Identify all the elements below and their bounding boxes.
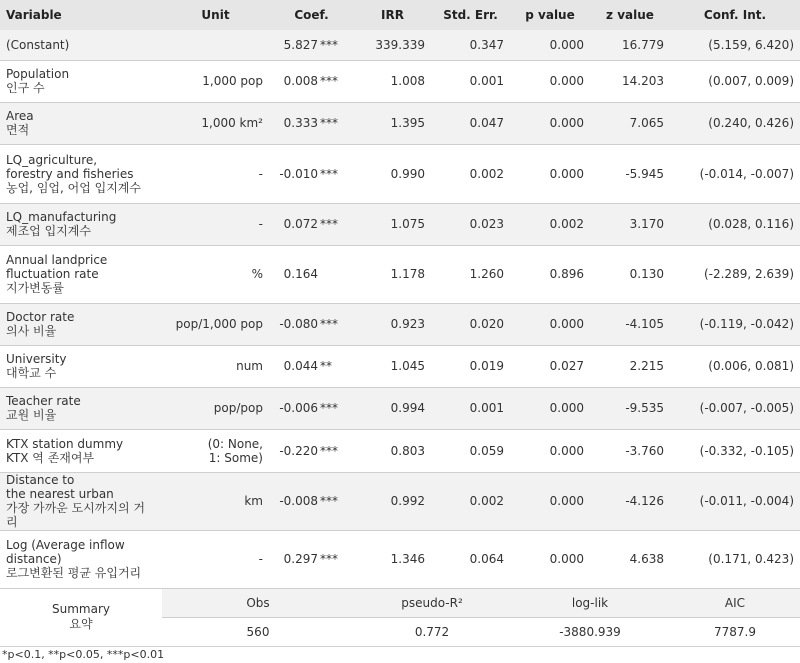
- p-value-cell: 0.002: [510, 203, 590, 245]
- irr-cell: 339.339: [354, 30, 431, 60]
- z-value-cell: 7.065: [590, 102, 670, 144]
- variable-label-line: Log (Average inflow: [6, 538, 125, 552]
- significance-stars: ***: [320, 217, 338, 231]
- significance-stars: ***: [320, 37, 338, 52]
- header-p-value: p value: [510, 0, 590, 30]
- p-value-cell: 0.000: [510, 30, 590, 60]
- irr-cell: 1.346: [354, 530, 431, 588]
- irr-cell: 0.803: [354, 429, 431, 472]
- p-value-cell: 0.027: [510, 345, 590, 387]
- header-coef: Coef.: [269, 0, 354, 30]
- std-err-cell: 0.047: [431, 102, 510, 144]
- table-row: [0, 60, 800, 102]
- variable-label-line: Distance to: [6, 473, 75, 487]
- variable-label-line: Annual landprice: [6, 253, 108, 267]
- significance-stars: ***: [320, 552, 338, 566]
- irr-cell: 0.992: [354, 472, 431, 530]
- conf-int-cell: (0.006, 0.081): [670, 345, 800, 387]
- significance-stars: ***: [320, 74, 338, 88]
- variable-label-line: 제조업 입지계수: [6, 224, 91, 238]
- coef-cell: [269, 530, 354, 588]
- unit-cell: [162, 30, 269, 60]
- p-value-cell: 0.000: [510, 530, 590, 588]
- z-value-cell: 0.130: [590, 245, 670, 303]
- p-value-cell: 0.000: [510, 60, 590, 102]
- unit-cell: -: [162, 203, 269, 245]
- variable-label-line: KTX station dummy: [6, 436, 124, 451]
- summary-value-pseudo-r2: 0.772: [354, 617, 510, 646]
- variable-cell: [0, 530, 162, 588]
- summary-label: [0, 588, 162, 646]
- std-err-cell: 1.260: [431, 245, 510, 303]
- coef-cell: [269, 30, 354, 60]
- variable-cell: [0, 30, 162, 60]
- p-value-cell: 0.000: [510, 303, 590, 345]
- variable-label-line: KTX 역 존재여부: [6, 450, 95, 465]
- irr-cell: 1.008: [354, 60, 431, 102]
- table-row: [0, 387, 800, 429]
- unit-cell: pop/1,000 pop: [162, 303, 269, 345]
- irr-cell: 1.178: [354, 245, 431, 303]
- summary-header-pseudo-r2: pseudo-R²: [354, 588, 510, 617]
- p-value-cell: 0.000: [510, 144, 590, 203]
- irr-cell: 1.045: [354, 345, 431, 387]
- z-value-cell: 14.203: [590, 60, 670, 102]
- table-row: [0, 472, 800, 530]
- z-value-cell: -9.535: [590, 387, 670, 429]
- std-err-cell: 0.059: [431, 429, 510, 472]
- variable-cell: [0, 144, 162, 203]
- variable-cell: [0, 303, 162, 345]
- conf-int-cell: (0.171, 0.423): [670, 530, 800, 588]
- table-row: [0, 30, 800, 60]
- z-value-cell: -4.105: [590, 303, 670, 345]
- coef-value: 0.072: [283, 217, 318, 231]
- summary-value-aic: 7787.9: [670, 617, 800, 646]
- coef-value: 0.044: [283, 359, 318, 373]
- std-err-cell: 0.020: [431, 303, 510, 345]
- variable-cell: [0, 345, 162, 387]
- coef-value: -0.080: [279, 317, 318, 331]
- coef-cell: [269, 203, 354, 245]
- table-row: [0, 144, 800, 203]
- irr-cell: 0.923: [354, 303, 431, 345]
- header-std-err: Std. Err.: [431, 0, 510, 30]
- conf-int-cell: (-2.289, 2.639): [670, 245, 800, 303]
- z-value-cell: 3.170: [590, 203, 670, 245]
- variable-label-line: LQ_manufacturing: [6, 210, 117, 224]
- irr-cell: 1.395: [354, 102, 431, 144]
- std-err-cell: 0.002: [431, 472, 510, 530]
- significance-stars: ***: [320, 443, 338, 458]
- header-row: [0, 0, 800, 30]
- z-value-cell: 4.638: [590, 530, 670, 588]
- coef-value: -0.010: [279, 166, 318, 181]
- header-unit: Unit: [162, 0, 269, 30]
- coef-cell: [269, 102, 354, 144]
- coef-cell: [269, 429, 354, 472]
- table-row: [0, 530, 800, 588]
- header-z-value: z value: [590, 0, 670, 30]
- unit-cell: pop/pop: [162, 387, 269, 429]
- conf-int-cell: (-0.011, -0.004): [670, 472, 800, 530]
- unit-cell: -: [162, 144, 269, 203]
- coef-value: 5.827: [283, 37, 318, 52]
- unit-cell: -: [162, 530, 269, 588]
- summary-header-row: [0, 588, 800, 617]
- coef-value: 0.297: [283, 552, 318, 566]
- table-row: [0, 245, 800, 303]
- unit-cell: (0: None, 1: Some): [162, 429, 269, 472]
- conf-int-cell: (0.028, 0.116): [670, 203, 800, 245]
- std-err-cell: 0.002: [431, 144, 510, 203]
- p-value-cell: 0.000: [510, 472, 590, 530]
- table-row: [0, 429, 800, 472]
- variable-label-line: distance): [6, 552, 62, 566]
- coef-value: -0.220: [279, 443, 318, 458]
- variable-label-line: 가장 가까운 도시까지의 거리: [6, 501, 145, 529]
- variable-cell: [0, 203, 162, 245]
- significance-stars: ***: [320, 401, 338, 415]
- unit-cell: num: [162, 345, 269, 387]
- coef-cell: [269, 387, 354, 429]
- significance-stars: **: [320, 359, 332, 373]
- summary-label-ko: 요약: [69, 617, 93, 631]
- unit-cell: %: [162, 245, 269, 303]
- variable-label-line: Population: [6, 67, 70, 81]
- variable-cell: [0, 429, 162, 472]
- conf-int-cell: (-0.119, -0.042): [670, 303, 800, 345]
- z-value-cell: -5.945: [590, 144, 670, 203]
- variable-label-line: (Constant): [6, 37, 70, 52]
- conf-int-cell: (-0.332, -0.105): [670, 429, 800, 472]
- summary-header-obs: Obs: [162, 588, 354, 617]
- variable-cell: [0, 245, 162, 303]
- significance-stars: ***: [320, 494, 338, 508]
- coef-value: 0.164: [283, 267, 318, 281]
- coef-value: -0.006: [279, 401, 318, 415]
- variable-label-line: 의사 비율: [6, 324, 57, 338]
- coef-cell: [269, 345, 354, 387]
- p-value-cell: 0.000: [510, 387, 590, 429]
- unit-cell: 1,000 pop: [162, 60, 269, 102]
- variable-label-line: 지가변동률: [6, 281, 64, 295]
- p-value-cell: 0.000: [510, 102, 590, 144]
- std-err-cell: 0.001: [431, 60, 510, 102]
- variable-cell: [0, 60, 162, 102]
- significance-stars: ***: [320, 317, 338, 331]
- irr-cell: 1.075: [354, 203, 431, 245]
- coef-cell: [269, 245, 354, 303]
- conf-int-cell: (-0.014, -0.007): [670, 144, 800, 203]
- std-err-cell: 0.023: [431, 203, 510, 245]
- conf-int-cell: (0.240, 0.426): [670, 102, 800, 144]
- header-irr: IRR: [354, 0, 431, 30]
- coef-cell: [269, 303, 354, 345]
- variable-label-line: 농업, 임업, 어업 입지계수: [6, 180, 141, 195]
- std-err-cell: 0.019: [431, 345, 510, 387]
- table-row: [0, 303, 800, 345]
- variable-label-line: 로그변환된 평균 유입거리: [6, 566, 142, 580]
- conf-int-cell: (0.007, 0.009): [670, 60, 800, 102]
- z-value-cell: 16.779: [590, 30, 670, 60]
- variable-label-line: 교원 비율: [6, 408, 57, 422]
- coef-value: -0.008: [279, 494, 318, 508]
- variable-label-line: Teacher rate: [6, 394, 81, 408]
- coef-value: 0.333: [283, 116, 318, 130]
- std-err-cell: 0.064: [431, 530, 510, 588]
- coef-cell: [269, 60, 354, 102]
- z-value-cell: -3.760: [590, 429, 670, 472]
- unit-cell: 1,000 km²: [162, 102, 269, 144]
- variable-label-line: fluctuation rate: [6, 267, 99, 281]
- variable-label-line: LQ_agriculture,: [6, 152, 98, 167]
- z-value-cell: 2.215: [590, 345, 670, 387]
- variable-label-line: University: [6, 352, 67, 366]
- z-value-cell: -4.126: [590, 472, 670, 530]
- significance-stars: ***: [320, 116, 338, 130]
- conf-int-cell: (5.159, 6.420): [670, 30, 800, 60]
- summary-value-obs: 560: [162, 617, 354, 646]
- variable-label-line: the nearest urban: [6, 487, 114, 501]
- p-value-cell: 0.896: [510, 245, 590, 303]
- coef-cell: [269, 144, 354, 203]
- summary-header-loglik: log-lik: [510, 588, 670, 617]
- significance-footnote: *p<0.1, **p<0.05, ***p<0.01: [2, 648, 165, 661]
- summary-header-aic: AIC: [670, 588, 800, 617]
- variable-label-line: 인구 수: [6, 81, 45, 95]
- summary-value-loglik: -3880.939: [510, 617, 670, 646]
- coef-cell: [269, 472, 354, 530]
- variable-label-line: 면적: [6, 123, 30, 137]
- header-conf-int: Conf. Int.: [670, 0, 800, 30]
- coef-value: 0.008: [283, 74, 318, 88]
- conf-int-cell: (-0.007, -0.005): [670, 387, 800, 429]
- variable-cell: [0, 387, 162, 429]
- variable-label-line: forestry and fisheries: [6, 166, 134, 181]
- variable-cell: [0, 472, 162, 530]
- std-err-cell: 0.347: [431, 30, 510, 60]
- significance-stars: ***: [320, 166, 338, 181]
- p-value-cell: 0.000: [510, 429, 590, 472]
- table-row: [0, 203, 800, 245]
- table-row: [0, 102, 800, 144]
- unit-cell: km: [162, 472, 269, 530]
- std-err-cell: 0.001: [431, 387, 510, 429]
- header-variable: Variable: [0, 0, 162, 30]
- summary-label-en: Summary: [52, 602, 110, 616]
- variable-label-line: Area: [6, 109, 34, 123]
- irr-cell: 0.990: [354, 144, 431, 203]
- variable-cell: [0, 102, 162, 144]
- table-row: [0, 345, 800, 387]
- variable-label-line: 대학교 수: [6, 366, 57, 380]
- variable-label-line: Doctor rate: [6, 310, 75, 324]
- irr-cell: 0.994: [354, 387, 431, 429]
